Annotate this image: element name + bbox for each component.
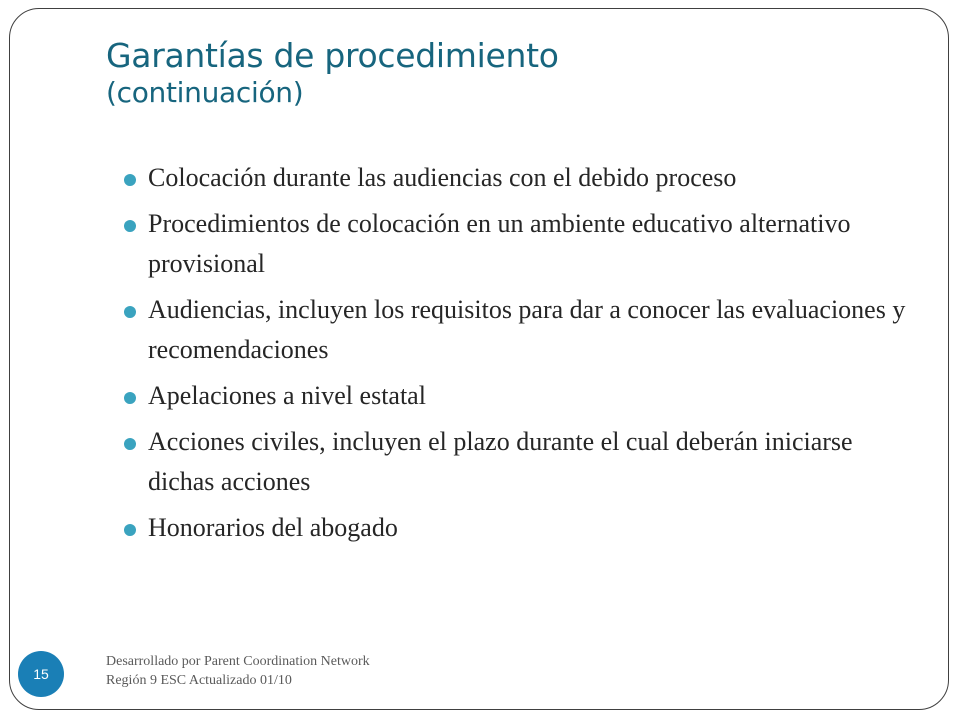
slide-title-sub: (continuación) (106, 75, 304, 109)
bullet-item (124, 290, 924, 370)
bullet-dot-icon (124, 524, 136, 536)
bullet-item (124, 376, 924, 416)
bullet-text: Colocación durante las audiencias con el debido proceso (148, 163, 737, 192)
bullet-text: Procedimientos de colocación en un ambiente educativo alternativo provisional (148, 209, 851, 278)
footer-credit (106, 652, 370, 690)
slide-title-main: Garantías de procedimiento (106, 36, 559, 75)
bullet-text: Acciones civiles, incluyen el plazo durante el cual deberán iniciarse dichas acciones (148, 427, 853, 496)
bullet-item (124, 204, 924, 284)
page-number-badge: 15 (18, 651, 64, 697)
footer-line-2: Región 9 ESC Actualizado 01/10 (106, 673, 292, 688)
bullet-item (124, 158, 924, 198)
bullet-dot-icon (124, 306, 136, 318)
bullet-list (124, 158, 924, 554)
bullet-item (124, 508, 924, 548)
bullet-dot-icon (124, 392, 136, 404)
footer-line-1: Desarrollado por Parent Coordination Network (106, 654, 370, 669)
bullet-dot-icon (124, 438, 136, 450)
bullet-text: Audiencias, incluyen los requisitos para dar a conocer las evaluaciones y recomendaciones (148, 295, 906, 364)
bullet-text: Honorarios del abogado (148, 513, 398, 542)
slide-title (106, 36, 906, 109)
bullet-dot-icon (124, 220, 136, 232)
bullet-item (124, 422, 924, 502)
bullet-text: Apelaciones a nivel estatal (148, 381, 426, 410)
bullet-dot-icon (124, 174, 136, 186)
